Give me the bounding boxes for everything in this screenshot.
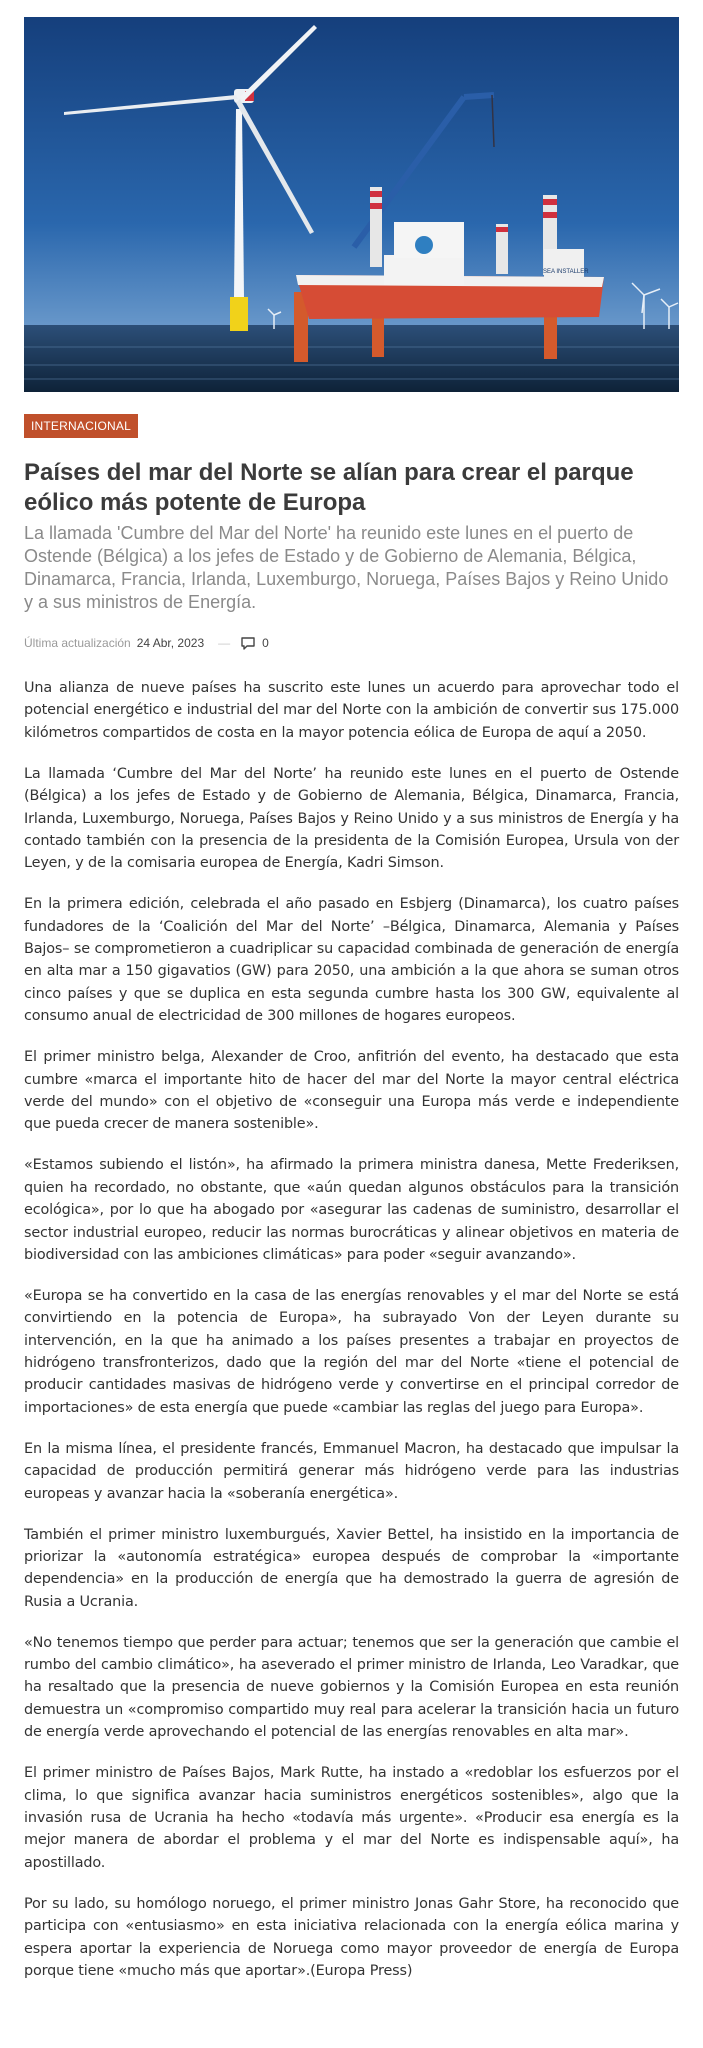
hero-image — [24, 17, 679, 392]
meta-separator: — — [218, 636, 231, 650]
body-paragraph: También el primer ministro luxemburgués, Xavier Bettel, ha insistido en la importancia de priorizar la «autonomía estratégica» europea después de comprobar la «importante dependencia» en la producción de energía que ha demostrado la guerra de agresión de Rusia a Ucrania. — [24, 1526, 679, 1610]
article-title: Países del mar del Norte se alían para crear el parque eólico más potente de Europa — [24, 459, 634, 516]
body-paragraph: Una alianza de nueve países ha suscrito este lunes un acuerdo para aprovechar todo el potencial energético e industrial del mar del Norte con la ambición de convertir sus 175.000 kilómetros compartidos de costa en la mayor potencia eólica de Europa de aquí a 2050. — [24, 680, 679, 741]
body-paragraph: «Estamos subiendo el listón», ha afirmado la primera ministra danesa, Mette Frederiksen, quien ha recordado, no obstante, que «aún quedan algunos obstáculos para la transición ecológica», por lo que ha abogado por «asegurar las cadenas de suministro, desarrollar el sector industrial europeo, reducir las normas burocráticas y alinear objetivos en materia de biodiversidad con las ambiciones climáticas» para poder «seguir avanzando». — [24, 1157, 679, 1263]
body-paragraph: Por su lado, su homólogo noruego, el primer ministro Jonas Gahr Store, ha reconocido que participa con «entusiasmo» en esta iniciativa relacionada con la energía eólica marina y espera aportar la experiencia de Noruega como mayor proveedor de energía de Europa porque tiene «mucho más que aportar».(Europa Press) — [24, 1895, 679, 1979]
body-paragraph: El primer ministro belga, Alexander de Croo, anfitrión del evento, ha destacado que esta cumbre «marca el importante hito de hacer del mar del Norte la mayor central eléctrica verde del mundo» con el objetivo de «conseguir una Europa más verde e independiente que pueda crecer de manera sostenible». — [24, 1049, 679, 1133]
body-paragraph: El primer ministro de Países Bajos, Mark Rutte, ha instado a «redoblar los esfuerzos por el clima, lo que significa avanzar hacia suministros energéticos sostenibles», algo que la invasión rusa de Ucrania ha hecho «todavía más urgente». «Producir esa energía es la mejor manera de abordar el problema y el mar del Norte es indispensable aquí», ha apostillado. — [24, 1765, 679, 1871]
body-paragraph: En la primera edición, celebrada el año pasado en Esbjerg (Dinamarca), los cuatro países fundadores de la ‘Coalición del Mar del Norte’ –Bélgica, Dinamarca, Alemania y Países Bajos– se comprometieron a cuadriplicar su capacidad combinada de generación de energía en alta mar a 150 gigavatios (GW) para 2050, una ambición a la que ahora se suman otros cinco países y que se duplica en esta segunda cumbre hasta los 300 GW, equivalente al consumo anual de electricidad de 300 millones de hogares europeos. — [24, 896, 679, 1025]
updated-label: Última actualización — [24, 636, 131, 650]
category-badge[interactable]: INTERNACIONAL — [24, 414, 138, 438]
wind-turbine-vessel-photo — [24, 17, 679, 392]
article-meta — [24, 634, 679, 652]
comment-count: 0 — [262, 636, 269, 650]
comments-link[interactable] — [240, 636, 269, 650]
comment-icon — [240, 636, 256, 650]
body-paragraph: «Europa se ha convertido en la casa de las energías renovables y el mar del Norte se está convirtiendo en la potencia de Europa», ha subrayado Von der Leyen durante su intervención, en la que ha animado a los países presentes a trabajar en proyectos de hidrógeno transfronterizos, dado que la región del mar del Norte «tiene el potencial de producir cantidades masivas de hidrógeno verde y convertirse en el principal corredor de importaciones» de esta energía que puede «cambiar las reglas del juego para Europa». — [24, 1287, 679, 1416]
article-body — [24, 677, 679, 1982]
article — [24, 17, 679, 1982]
vessel-name-text: SEA INSTALLER — [543, 269, 589, 275]
body-paragraph: La llamada ‘Cumbre del Mar del Norte’ ha reunido este lunes en el puerto de Ostende (Bélgica) a los jefes de Estado y de Gobierno de Alemania, Bélgica, Dinamarca, Francia, Irlanda, Luxemburgo, Noruega, Países Bajos y Reino Unido y a sus ministros de Energía y ha contado también con la presencia de la presidenta de la Comisión Europea, Ursula von der Leyen, y de la comisaria europea de Energía, Kadri Simson. — [24, 765, 679, 872]
article-subtitle: La llamada 'Cumbre del Mar del Norte' ha reunido este lunes en el puerto de Ostende (Bélgica) a los jefes de Estado y de Gobierno de Alemania, Bélgica, Dinamarca, Francia, Irlanda, Luxemburgo, Noruega, Países Bajos y Reino Unido y a sus ministros de Energía. — [24, 523, 669, 612]
body-paragraph: «No tenemos tiempo que perder para actuar; tenemos que ser la generación que cambie el rumbo del cambio climático», ha aseverado el primer ministro de Irlanda, Leo Varadkar, que ha resaltado que la presencia de nueve gobiernos y la Comisión Europea en esta reunión demuestra un «compromiso compartido muy real para acelerar la transición hacia un futuro de energía verde aprovechando el potencial de las energías renovables en alta mar». — [24, 1634, 679, 1741]
publish-date: 24 Abr, 2023 — [136, 636, 205, 650]
body-paragraph: En la misma línea, el presidente francés, Emmanuel Macron, ha destacado que impulsar la capacidad de producción permitirá generar más hidrógeno verde para las industrias europeas y avanzar hacia la «soberanía energética». — [24, 1440, 679, 1502]
